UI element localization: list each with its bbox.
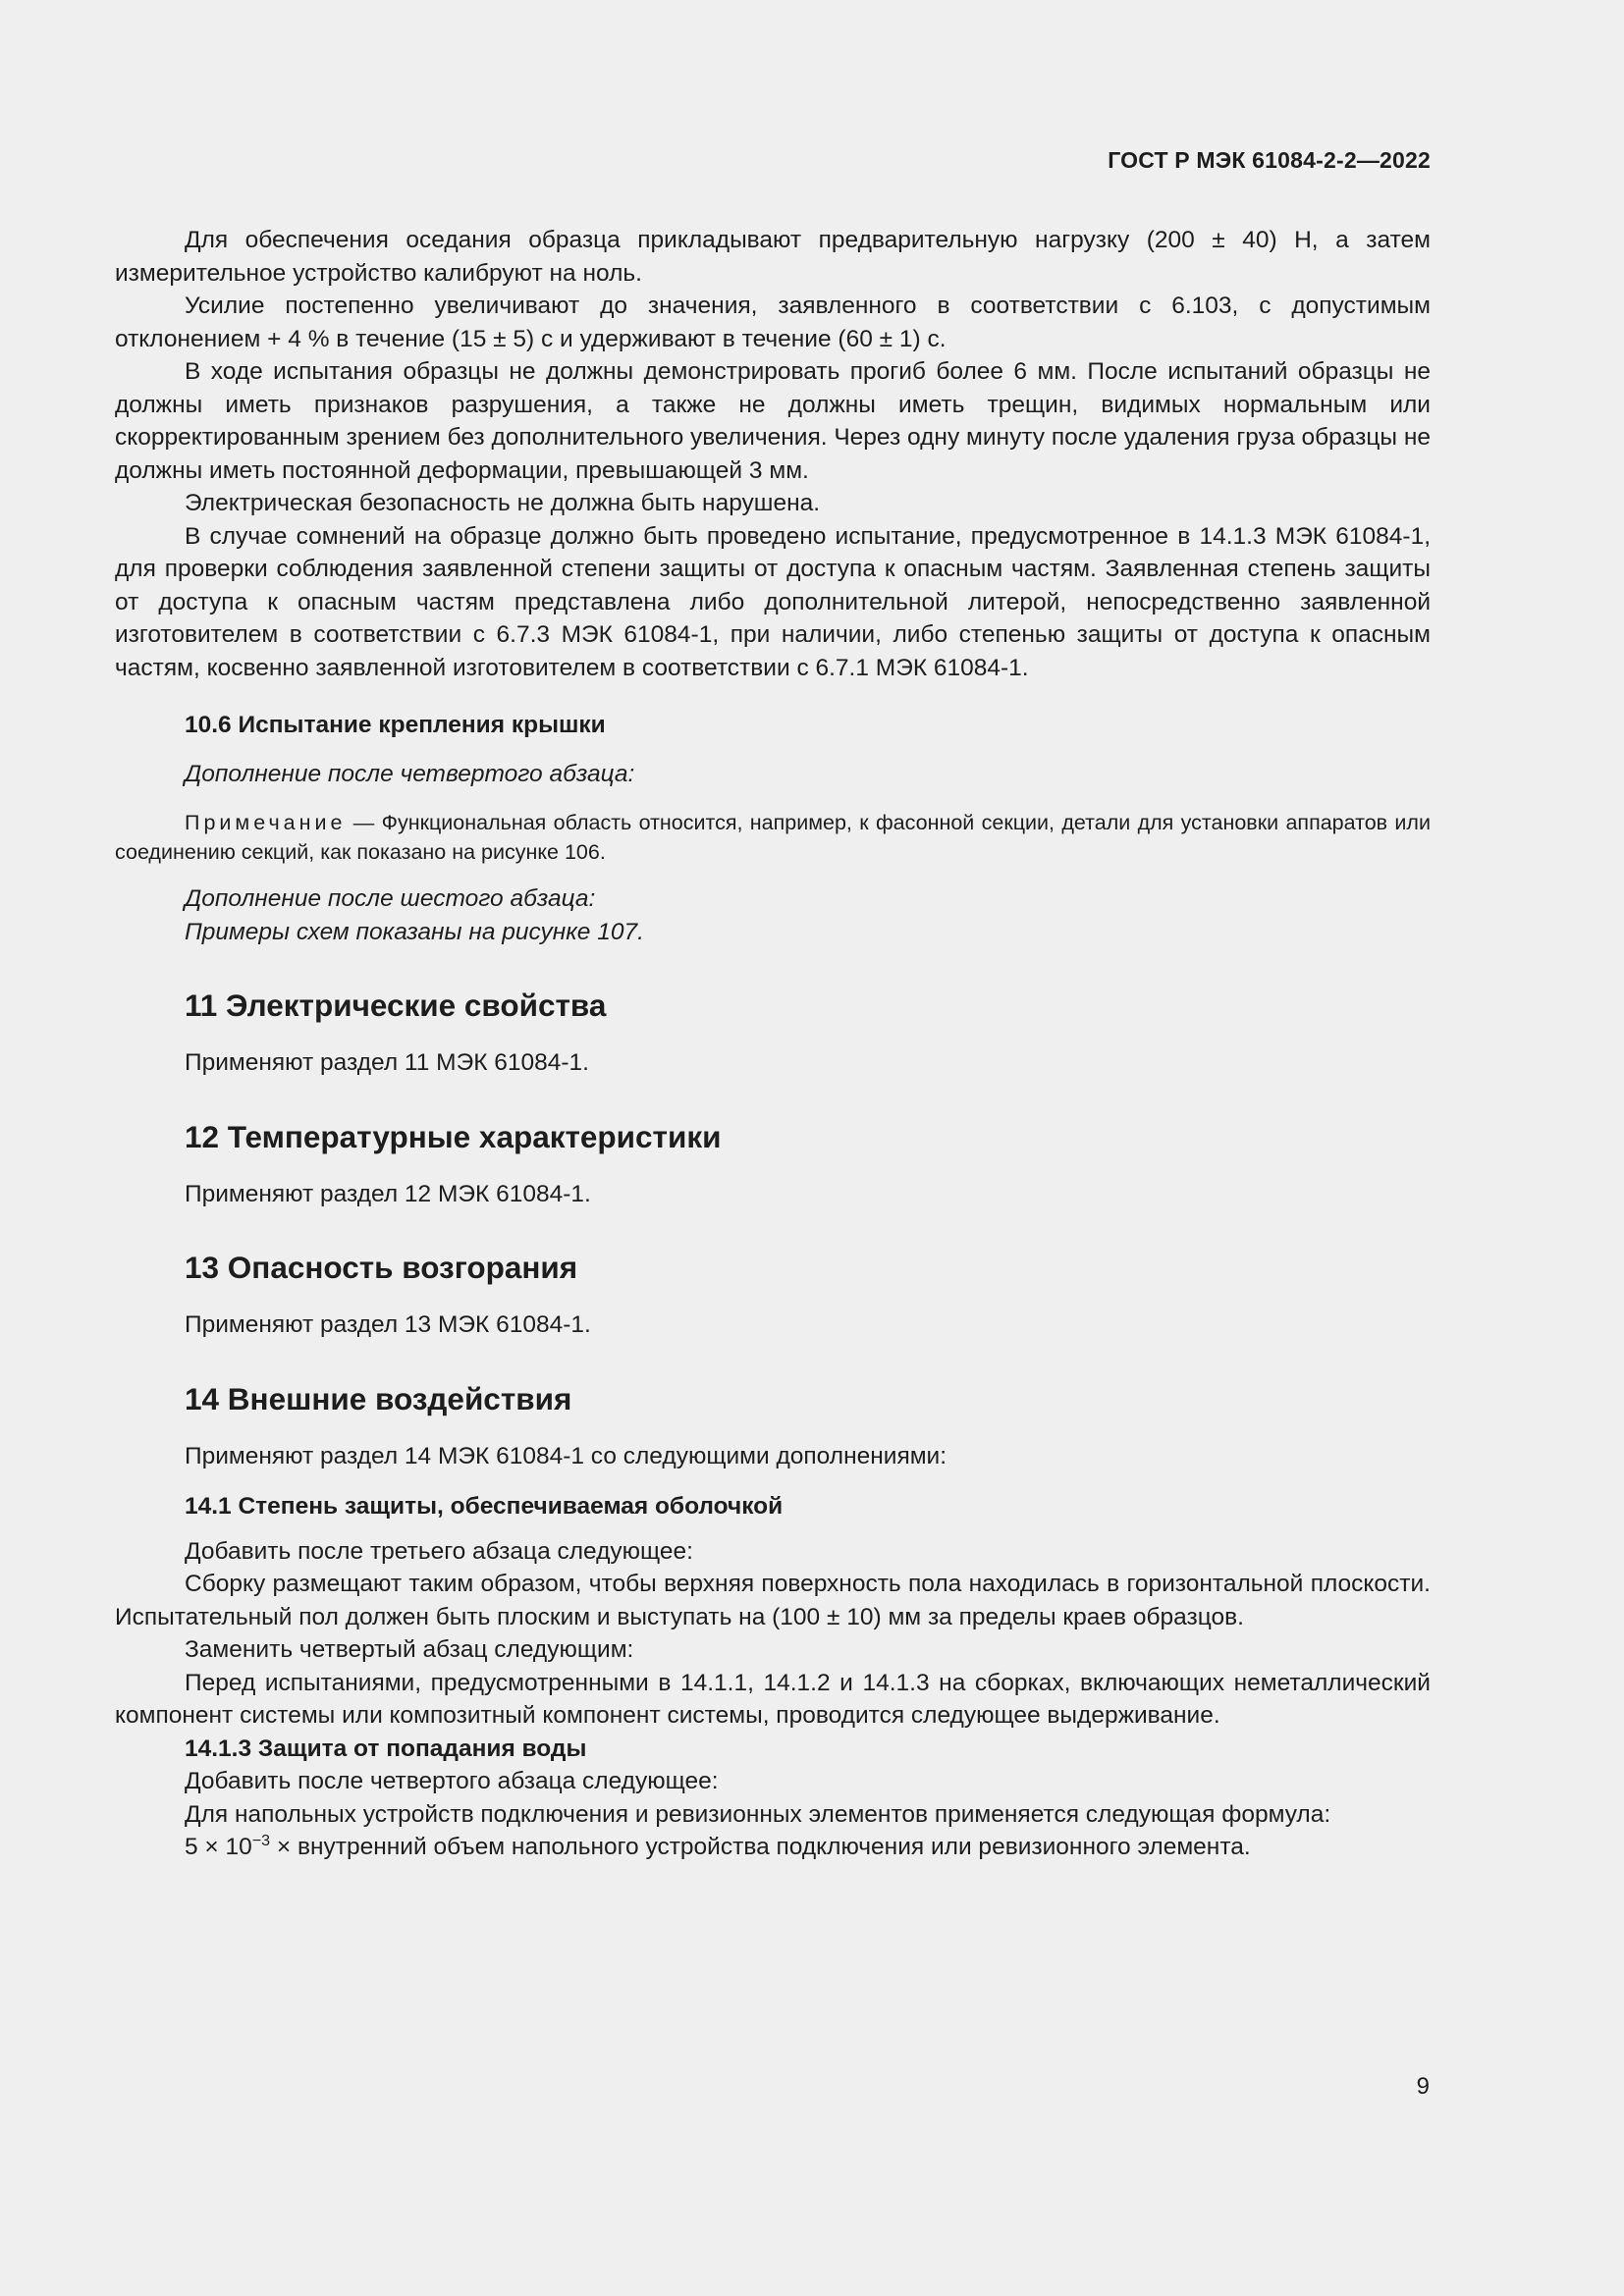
section-heading-14-1: 14.1 Степень защиты, обеспечиваемая оболочкой	[185, 1493, 784, 1520]
addition-label: Дополнение после четвертого абзаца:	[185, 760, 635, 787]
section-heading-14-1-3: 14.1.3 Защита от попадания воды	[185, 1735, 587, 1762]
section-heading-13: 13 Опасность возгорания	[185, 1250, 578, 1285]
paragraph: Применяют раздел 12 МЭК 61084-1.	[185, 1180, 591, 1207]
paragraph: Применяют раздел 14 МЭК 61084-1 со следующими дополнениями:	[185, 1442, 947, 1469]
note	[115, 808, 1431, 867]
document-header: ГОСТ Р МЭК 61084-2-2—2022	[1108, 147, 1431, 173]
paragraph: Сборку размещают таким образом, чтобы верхняя поверхность пола находилась в горизонтальной плоскости. Испытательный пол должен быть плоским и выступать на (100 ± 10) мм за пределы краев образцов.	[115, 1571, 1431, 1630]
formula-exponent: −3	[251, 1833, 271, 1849]
paragraph: Для напольных устройств подключения и ревизионных элементов применяется следующая формула:	[185, 1800, 1331, 1828]
paragraph: Перед испытаниями, предусмотренными в 14.1.1, 14.1.2 и 14.1.3 на сборках, включающих неметаллический компонент системы или композитный компонент системы, проводится следующее выдерживание.	[115, 1669, 1431, 1729]
section-heading-10-6: 10.6 Испытание крепления крышки	[185, 712, 606, 738]
paragraph: В случае сомнений на образце должно быть проведено испытание, предусмотренное в 14.1.3 МЭК 61084-1, для проверки соблюдения заявленной степени защиты от доступа к опасным частям. Заявленная степень защиты от доступа к опасным частям представлена либо дополнительной литерой, непосредственно заявленной изготовителем в соответствии с 6.7.3 МЭК 61084-1, при наличии, либо степенью защиты от доступа к опасным частям, косвенно заявленной изготовителем в соответствии с 6.7.1 МЭК 61084-1.	[115, 522, 1431, 681]
paragraph: Добавить после четвертого абзаца следующее:	[185, 1768, 719, 1794]
addition-text: Примеры схем показаны на рисунке 107.	[185, 918, 644, 945]
page-number: 9	[1416, 2073, 1430, 2100]
paragraph: Применяют раздел 11 МЭК 61084-1.	[185, 1049, 589, 1076]
section-heading-14: 14 Внешние воздействия	[185, 1380, 572, 1416]
paragraph: Заменить четвертый абзац следующим:	[185, 1636, 634, 1663]
paragraph: Электрическая безопасность не должна быть нарушена.	[185, 490, 821, 516]
paragraph: В ходе испытания образцы не должны демонстрировать прогиб более 6 мм. После испытаний образцы не должны иметь признаков разрушения, а также не должны иметь трещин, видимых нормальным или скорректированным зрением без дополнительного увеличения. Через одну минуту после удаления груза образцы не должны иметь постоянной деформации, превышающей 3 мм.	[115, 358, 1431, 484]
paragraph: Для обеспечения оседания образца прикладывают предварительную нагрузку (200 ± 40) Н, а затем измерительное устройство калибруют на ноль.	[115, 227, 1431, 287]
paragraph: Усилие постепенно увеличивают до значения, заявленного в соответствии с 6.103, с допустимым отклонением + 4 % в течение (15 ± 5) с и удерживают в течение (60 ± 1) с.	[115, 293, 1431, 352]
paragraph: Добавить после третьего абзаца следующее:	[185, 1537, 693, 1565]
formula: $5 \times 10^{-3}$ × внутренний объем напольного устройства подключения или ревизионного элемента.	[185, 1833, 1251, 1860]
page-content	[115, 224, 1431, 1864]
note-label: Примечание	[185, 811, 347, 834]
addition-label: Дополнение после шестого абзаца:	[185, 885, 596, 912]
note-text: — Функциональная область относится, например, к фасонной секции, детали для установки аппаратов или соединению секций, как показано на рисунке 106.	[115, 811, 1431, 864]
section-heading-11: 11 Электрические свойства	[185, 988, 607, 1023]
paragraph: Применяют раздел 13 МЭК 61084-1.	[185, 1311, 591, 1338]
section-heading-12: 12 Температурные характеристики	[185, 1118, 722, 1154]
